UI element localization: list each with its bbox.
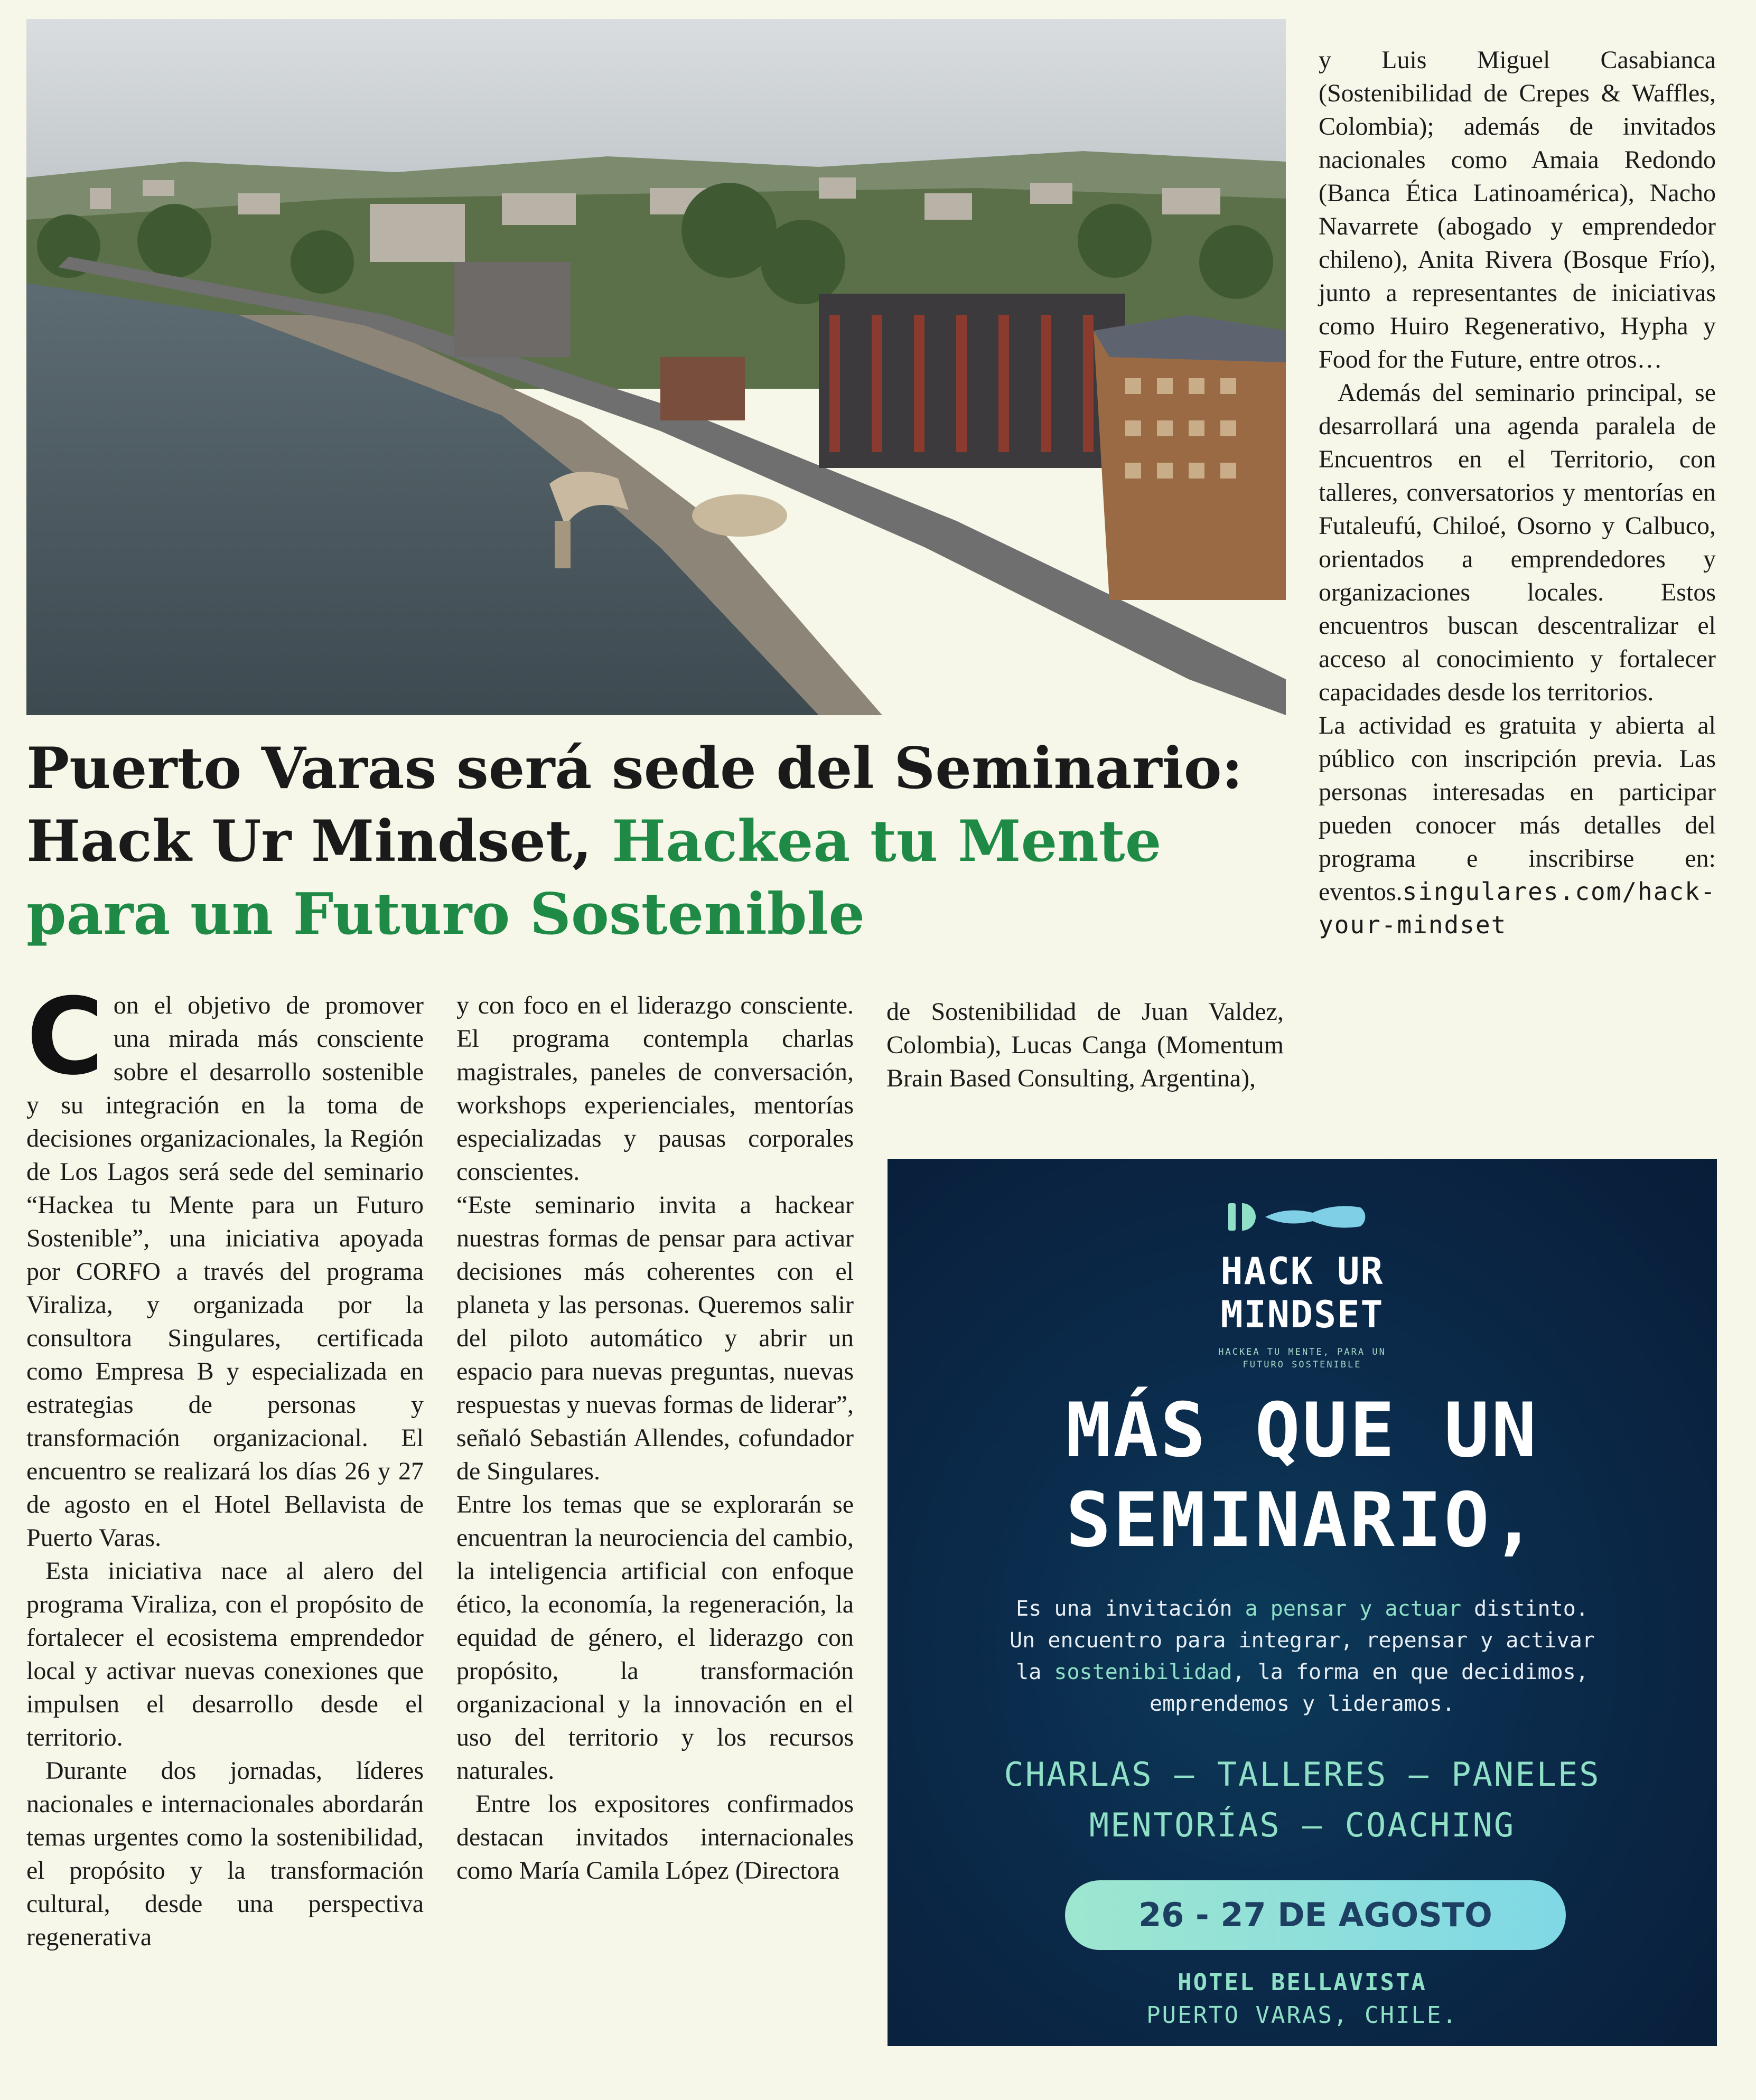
article-column-3 — [886, 995, 1284, 1095]
paragraph: Esta iniciativa nace al alero del programa Viraliza, con el propósito de fortalecer el ecosistema emprendedor local y activar nuevas conexiones que impulsen el desarrollo desde el territorio. — [26, 1557, 424, 1751]
drop-cap: C — [26, 976, 104, 1099]
article-column-1 — [26, 976, 424, 1954]
paragraph: de Sostenibilidad de Juan Valdez, Colombia), Lucas Canga (Momentum Brain Based Consulting, Argentina), — [886, 998, 1284, 1092]
headline-part-black: Puerto Varas será sede del Seminario: Hack Ur Mindset, — [26, 735, 1243, 875]
paragraph: Además del seminario principal, se desarrollará una agenda paralela de Encuentros en el Territorio, con talleres, conversatorios y mentorías en Futaleufú, Chiloé, Osorno y Calbuco, orientados a emprendedores y organizaciones locales. Estos encuentros buscan descentralizar el acceso al conocimiento y fortalecer capacidades desde los territorios. — [1319, 379, 1716, 706]
aerial-lakeside-town-photo — [26, 19, 1286, 715]
paragraph: “Este seminario invita a hackear nuestras formas de pensar para activar decisiones más coherentes con el planeta y las personas. Queremos salir del piloto automático y abrir un espacio para nuevas preguntas, nuevas respuestas y nuevas formas de liderar”, señaló Sebastián Allendes, cofundador de Singulares. — [456, 1191, 854, 1485]
event-venue: HOTEL BELLAVISTA — [1178, 1969, 1427, 1996]
article-headline — [26, 732, 1286, 951]
paragraph: Durante dos jornadas, líderes nacionales e internacionales abordarán temas urgentes como la sostenibilidad, el propósito y la transformación cultural, desde una perspectiva regenerativa — [26, 1757, 424, 1951]
ad-brand-name: HACK UR MINDSET — [1220, 1250, 1384, 1336]
registration-link[interactable]: singulares.com/hack-your-mindset — [1319, 877, 1716, 939]
paragraph: y Luis Miguel Casabianca (Sostenibilidad de Crepes & Waffles, Colombia); además de invitados nacionales como Amaia Redondo (Banca Ética Latinoamérica), Nacho Navarrete (abogado y emprendedor chileno), Anita Rivera (Bosque Frío), junto a representantes de iniciativas como Huiro Regenerativo, Hypha y Food for the Future, entre otros… — [1319, 46, 1716, 373]
paragraph: y con foco en el liderazgo consciente. El programa contempla charlas magistrales, paneles de conversación, workshops experienciales, mentorías especializadas y pausas corporales conscientes. — [456, 991, 854, 1186]
event-advertisement — [888, 1159, 1717, 2046]
hack-ur-mindset-logo-icon — [888, 1201, 1717, 1233]
article-photo — [26, 19, 1286, 715]
event-city: PUERTO VARAS, CHILE. — [1146, 2002, 1458, 2029]
ad-brand-tagline: HACKEA TU MENTE, PARA UN FUTURO SOSTENIBLE — [1218, 1347, 1386, 1370]
paragraph: Entre los expositores confirmados destacan invitados internacionales como María Camila López (Directora — [456, 1790, 854, 1885]
paragraph: La actividad es gratuita y abierta al público con inscripción previa. Las personas interesadas en participar pueden conocer más detalles del programa e inscribirse en: eventos.singulares.com/hack-your-mindset — [1319, 711, 1716, 939]
event-date-badge: 26 - 27 DE AGOSTO — [1065, 1880, 1566, 1950]
ad-description: Es una invitación a pensar y actuar distinto. Un encuentro para integrar, repensar y activar la sostenibilidad, la forma en que decidimos, emprendemos y lideramos. — [1010, 1597, 1595, 1716]
ad-title: MÁS QUE UN SEMINARIO, — [1066, 1387, 1539, 1564]
paragraph: Con el objetivo de promover una mirada más consciente sobre el desarrollo sostenible y su integración en la toma de decisiones organizacionales, la Región de Los Lagos será sede del seminario “Hackea tu Mente para un Futuro Sostenible”, una iniciativa apoyada por CORFO a través del programa Viraliza, y organizada por la consultora Singulares, certificada como Empresa B y especializada en estrategias de personas y transformación organizacional. El encuentro se realizará los días 26 y 27 de agosto en el Hotel Bellavista de Puerto Varas. — [26, 976, 424, 1552]
paragraph: Entre los temas que se explorarán se encuentran la neurociencia del cambio, la inteligencia artificial con enfoque ético, la economía, la regeneración, la equidad de género, el liderazgo con propósito, la transformación organizacional y la innovación en el uso del territorio y los recursos naturales. — [456, 1490, 854, 1785]
headline-part-green: Hackea tu Mente para un Futuro Sostenible — [26, 808, 1162, 948]
ad-activities: CHARLAS – TALLERES – PANELES MENTORÍAS – COACHING — [1004, 1755, 1601, 1844]
article-column-4 — [1319, 43, 1716, 942]
article-column-2 — [456, 989, 854, 1887]
